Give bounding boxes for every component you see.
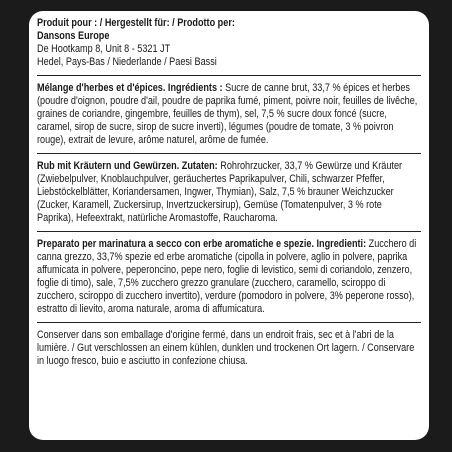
producer-heading: Produit pour : / Hergestellt für: / Prodotto per: [37,17,235,29]
ingredients-de [37,160,421,225]
producer-section [37,17,421,69]
ingredients-fr-title: Mélange d'herbes et d'épices. Ingrédients : [37,82,223,94]
divider [37,153,421,154]
storage-section [37,329,421,368]
ingredients-it-text: Zucchero di canna grezzo, 33,7% spezie ed erbe aromatiche (cipolla in polvere, aglio in polvere, paprika affumicata in polvere, peperoncino, pepe nero, foglie di levistico, semi di coriandolo, zenzero, foglie di timo), sale, 7,5% zucchero grezzo granulare (zucchero, caramello, sciroppo di zucchero, sciroppo di zucchero invertito), verdure (pomodoro in polvere, 3% peperone rosso), estratto di lievito, aroma naturale, aroma di affumicatura. [37,238,417,315]
ingredients-fr-text: Sucre de canne brut, 33,7 % épices et herbes (poudre d'oignon, poudre d'ail, poudre de paprika fumé, piment, poivre noir, feuilles de livêche, graines de coriandre, gingembre, feuilles de thym), sel, 7,5 % sucre doux foncé (sucre, caramel, sirop de sucre, sirop de sucre inverti), légumes (poudre de tomate, 3 % poivron rouge), extrait de levure, arôme naturel, arôme de fumée. [37,82,418,146]
divider [37,231,421,232]
storage-text: Conserver dans son emballage d'origine fermé, dans un endroit frais, sec et à l'abri de la lumière. / Gut verschlossen an einem kühlen, dunklen und trockenen Ort lagern. / Conservare in luogo fresco, buio e asciutto in confezione chiusa. [37,329,415,367]
ingredients-it-title: Preparato per marinatura a secco con erbe aromatiche e spezie. Ingredienti: [37,238,367,250]
divider [37,322,421,323]
ingredients-de-text: Rohrohrzucker, 33,7 % Gewürze und Kräuter (Zwiebelpulver, Knoblauchpulver, geräuchertes Paprikapulver, Chili, schwarzer Pfeffer, Liebstöckelblätter, Koriandersamen, Ingwer, Thymian), Salz, 7,5 % brauner Weichzucker (Zucker, Karamell, Zuckersirup, Invertzuckersirup), Gemüse (Tomatenpulver, 3 % rote Paprika), Hefeextrakt, natürliche Aromastoffe, Raucharoma. [37,160,403,224]
product-label [29,11,429,440]
producer-name: Dansons Europe [37,30,110,42]
ingredients-fr [37,82,421,147]
ingredients-it [37,238,421,316]
divider [37,75,421,76]
producer-address-line2: Hedel, Pays-Bas / Niederlande / Paesi Bassi [37,56,217,68]
producer-address-line1: De Hootkamp 8, Unit 8 - 5321 JT [37,43,171,55]
ingredients-de-title: Rub mit Kräutern und Gewürzen. Zutaten: [37,160,218,172]
